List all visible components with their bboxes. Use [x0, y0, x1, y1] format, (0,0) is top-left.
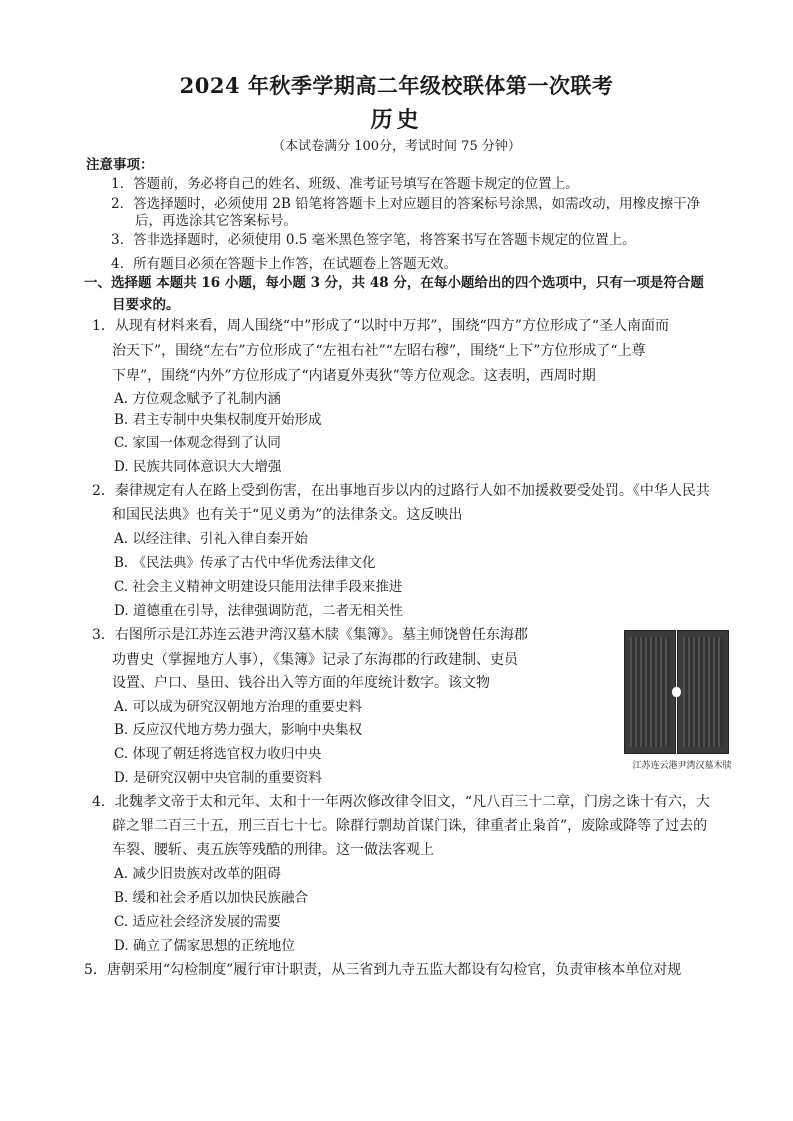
question-1-text: 1．从现有材料来看，周人围绕“中”形成了“以时中万邦”，围绕“四方”方位形成了“圣人南面而 — [92, 318, 670, 334]
question-4-option-d: D. 确立了儒家思想的正统地位 — [114, 938, 295, 954]
question-2-option-a: A. 以经注律、引礼入律自秦开始 — [114, 531, 308, 547]
question-1-text: 下卑”，围绕“内外”方位形成了“内诸夏外夷狄”等方位观念。这表明，西周时期 — [112, 368, 596, 384]
question-2-text: 2．秦律规定有人在路上受到伤害，在出事地百步以内的过路行人如不加援救要受处罚。《中华人民共 — [92, 483, 710, 499]
question-3-option-d: D. 是研究汉朝中央官制的重要资料 — [114, 770, 322, 786]
question-3-text: 3．右图所示是江苏连云港尹湾汉墓木牍《集簿》。墓主师饶曾任东海郡 — [92, 627, 528, 643]
exam-info: （本试卷满分 100分，考试时间 75 分钟） — [272, 139, 521, 154]
note-item: 2．答选择题时，必须使用 2B 铅笔将答题卡上对应题目的答案标号涂黑，如需改动，用橡皮擦干净 — [111, 196, 701, 212]
question-4-option-b: B. 缓和社会矛盾以加快民族融合 — [114, 890, 309, 906]
question-4-option-a: A. 减少旧贵族对改革的阻碍 — [114, 866, 281, 882]
exam-title: 2024 年秋季学期高二年级校联体第一次联考 — [179, 73, 614, 98]
question-4-text: 车裂、腰斩、夷五族等残酷的刑律。这一做法客观上 — [112, 842, 434, 858]
question-1-option-c: C. 家国一体观念得到了认同 — [114, 435, 281, 451]
wooden-slips-image — [622, 630, 728, 752]
question-4-option-c: C. 适应社会经济发展的需要 — [114, 914, 281, 930]
question-5-text: 5．唐朝采用“勾检制度”履行审计职责，从三省到九寺五监大都设有勾检官，负责审核本单位对规 — [84, 962, 682, 978]
note-item-continuation: 后，再选涂其它答案标号。 — [135, 213, 297, 229]
question-4-text: 4．北魏孝文帝于太和元年、太和十一年两次修改律令旧文，“凡八百三十二章，门房之诛十有六，大 — [92, 794, 711, 810]
question-2-option-d: D. 道德重在引导，法律强调防范，二者无相关性 — [114, 603, 403, 619]
section-heading: 一、选择题 本题共 16 小题，每小题 3 分，共 48 分，在每小题给出的四个选项中，只有一项是符合题 — [84, 275, 704, 291]
section-heading-continuation: 目要求的。 — [112, 297, 180, 313]
question-3-text: 功曹史（掌握地方人事），《集簿》记录了东海郡的行政建制、吏员 — [112, 652, 518, 668]
question-1-option-b: B. 君主专制中央集权制度开始形成 — [114, 412, 322, 428]
notes-heading: 注意事项： — [86, 157, 154, 173]
question-1-option-a: A. 方位观念赋予了礼制内涵 — [114, 391, 281, 407]
subject-title: 历史 — [370, 107, 423, 133]
question-3-option-a: A. 可以成为研究汉朝地方治理的重要史料 — [114, 699, 362, 715]
question-2-text: 和国民法典》也有关于“见义勇为”的法律条文。这反映出 — [112, 507, 463, 523]
note-item: 4．所有题目必须在答题卡上作答，在试题卷上答题无效。 — [111, 256, 458, 272]
question-1-option-d: D. 民族共同体意识大大增强 — [114, 459, 282, 475]
question-4-text: 辟之罪二百三十五，刑三百七十七。除群行剽劫首谋门诛，律重者止枭首”，废除或降等了过去的 — [112, 818, 708, 834]
question-2-option-c: C. 社会主义精神文明建设只能用法律手段来推进 — [114, 579, 403, 595]
question-1-text: 治天下”，围绕“左右”方位形成了“左祖右社”“左昭右穆”，围绕“上下”方位形成了“上尊 — [112, 343, 646, 359]
question-3-text: 设置、户口、垦田、钱谷出入等方面的年度统计数字。该文物 — [112, 675, 490, 691]
question-3-option-b: B. 反应汉代地方势力强大，影响中央集权 — [114, 722, 363, 738]
note-item: 3．答非选择题时，必须使用 0.5 毫米黑色签字笔，将答案书写在答题卡规定的位置上。 — [111, 232, 636, 248]
question-2-option-b: B. 《民法典》传承了古代中华优秀法律文化 — [114, 555, 376, 571]
note-item: 1．答题前，务必将自己的姓名、班级、准考证号填写在答题卡规定的位置上。 — [111, 176, 579, 192]
wooden-slips-figure — [612, 630, 752, 771]
question-3-option-c: C. 体现了朝廷将选官权力收归中央 — [114, 746, 322, 762]
figure-caption: 江苏连云港尹湾汉墓木牍 — [632, 761, 732, 771]
